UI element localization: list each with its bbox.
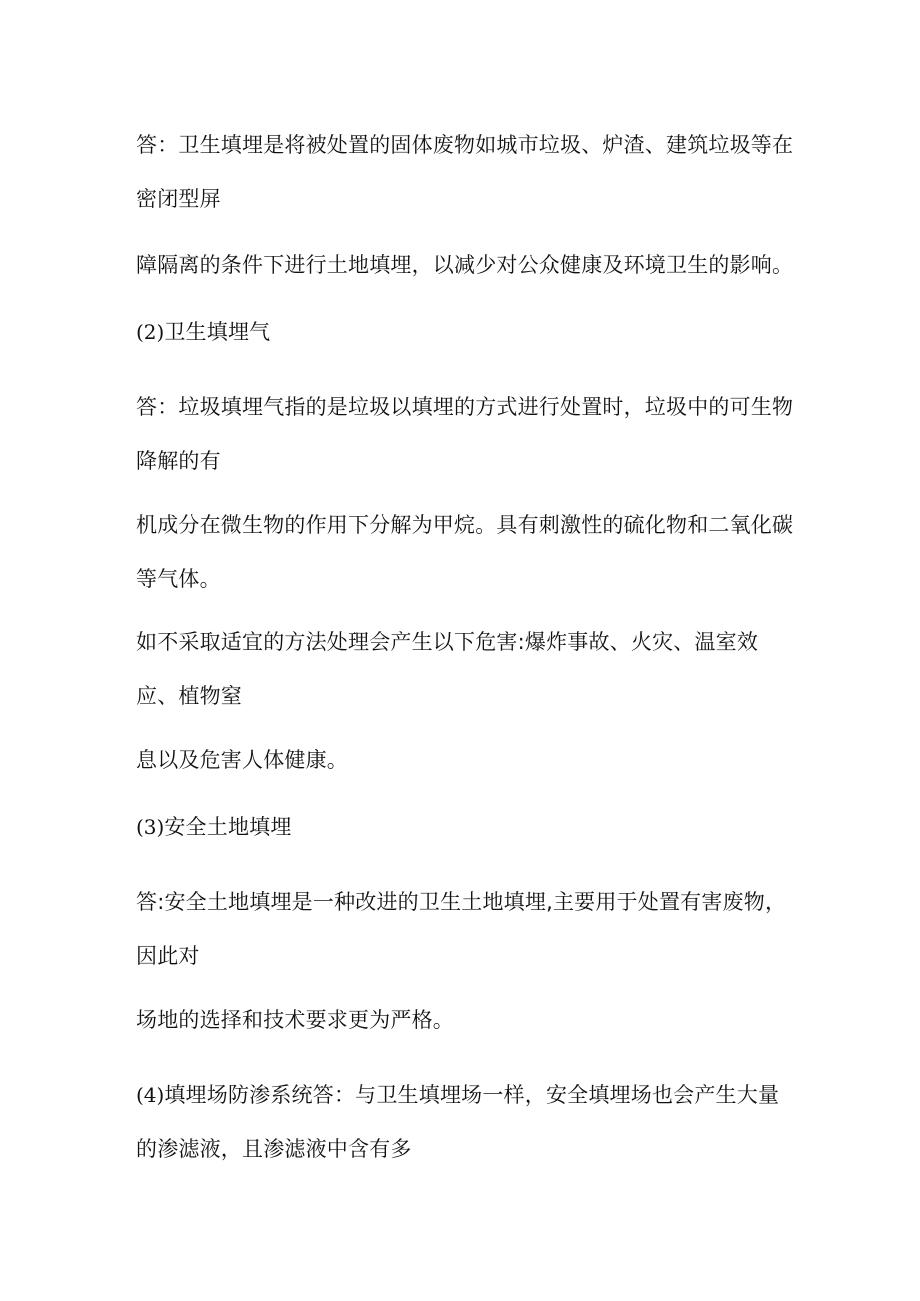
paragraph-text: 答：卫生填埋是将被处置的固体废物如城市垃圾、炉渣、建筑垃圾等在密闭型屏 xyxy=(136,133,794,211)
answer-sanitary-landfill-part1 xyxy=(136,118,796,226)
heading-landfill-gas xyxy=(136,305,796,359)
answer-landfill-gas-hazards xyxy=(136,615,796,723)
answer-secure-landfill-part2 xyxy=(136,993,796,1047)
answer-landfill-gas-part2 xyxy=(136,498,796,606)
heading-liner-system xyxy=(136,1068,796,1176)
item-number: (4) xyxy=(136,1083,165,1107)
paragraph-text: 障隔离的条件下进行土地填埋，以减少对公众健康及环境卫生的影响。 xyxy=(136,253,794,277)
answer-sanitary-landfill-part2 xyxy=(136,238,796,292)
answer-secure-landfill-part1 xyxy=(136,875,796,983)
paragraph-text: 如不采取适宜的方法处理会产生以下危害:爆炸事故、火灾、温室效应、植物窒 xyxy=(136,630,759,708)
paragraph-text: 答：垃圾填埋气指的是垃圾以填埋的方式进行处置时，垃圾中的可生物降解的有 xyxy=(136,395,794,473)
answer-landfill-gas-part1 xyxy=(136,380,796,488)
paragraph-text: 机成分在微生物的作用下分解为甲烷。具有刺激性的硫化物和二氧化碳等气体。 xyxy=(136,513,794,591)
paragraph-text: 答:安全土地填埋是一种改进的卫生土地填埋,主要用于处置有害废物，因此对 xyxy=(136,890,787,968)
heading-text: 卫生填埋气 xyxy=(164,320,271,344)
heading-text: 安全土地填埋 xyxy=(164,815,292,839)
heading-secure-landfill xyxy=(136,800,796,854)
answer-landfill-gas-hazards-end xyxy=(136,733,796,787)
paragraph-text: 息以及危害人体健康。 xyxy=(136,748,348,772)
paragraph-text: 场地的选择和技术要求更为严格。 xyxy=(136,1008,454,1032)
paragraph-text: 填埋场防渗系统答：与卫生填埋场一样，安全填埋场也会产生大量的渗滤液，且渗滤液中含有多 xyxy=(136,1083,780,1161)
item-number: (2) xyxy=(136,320,165,344)
item-number: (3) xyxy=(136,815,165,839)
